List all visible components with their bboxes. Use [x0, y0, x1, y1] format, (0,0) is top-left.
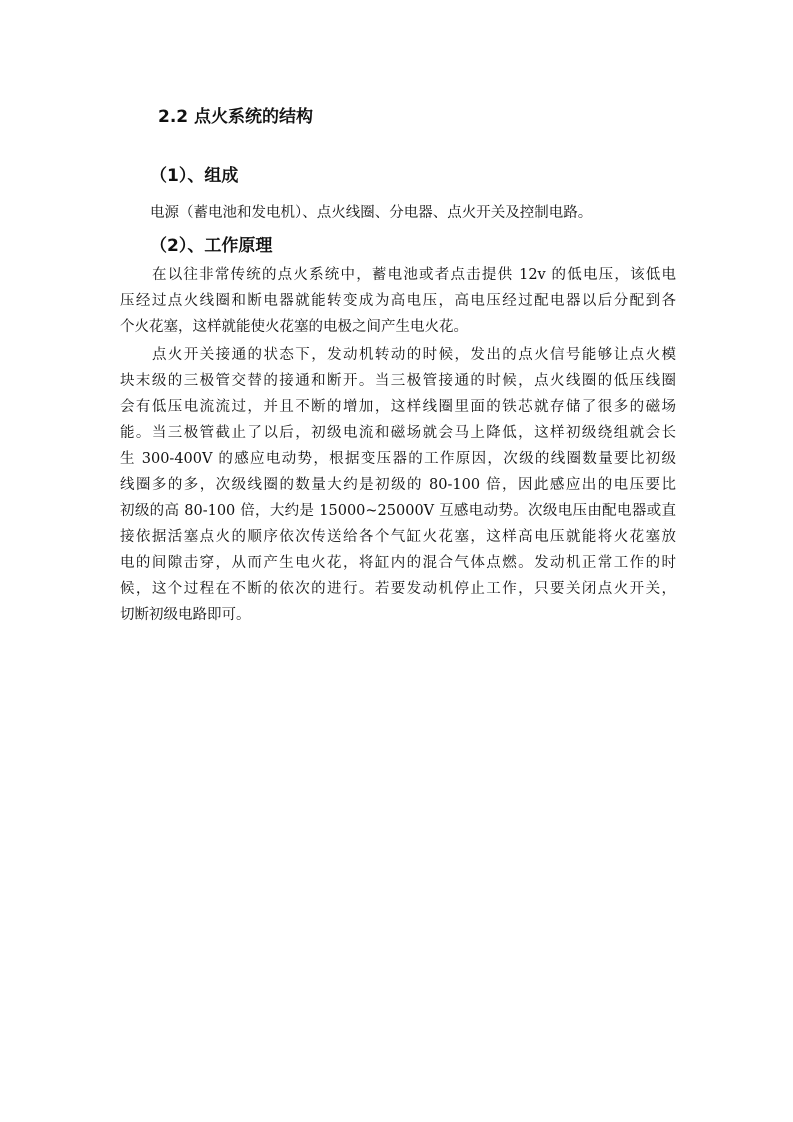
text-line: 个火花塞，这样就能使火花塞的电极之间产生电火花。	[120, 319, 468, 335]
text-line: 生 300-400V 的感应电动势，根据变压器的工作原因，次级的线圈数量要比初级	[120, 451, 676, 467]
text-line: 压经过点火线圈和断电器就能转变成为高电压，高电压经过配电器以后分配到各	[120, 293, 676, 309]
composition-text: 电源（蓄电池和发电机）、点火线圈、分电器、点火开关及控制电路。	[150, 205, 593, 221]
text-line: 接依据活塞点火的顺序依次传送给各个气缸火花塞，这样高电压就能将火花塞放	[120, 529, 676, 545]
text-line: 候，这个过程在不断的依次的进行。若要发动机停止工作，只要关闭点火开关，	[120, 581, 676, 597]
text-line: 会有低压电流流过，并且不断的增加，这样线圈里面的铁芯就存储了很多的磁场	[120, 399, 676, 415]
text-line: 块末级的三极管交替的接通和断开。当三极管接通的时候，点火线圈的低压线圈	[120, 373, 676, 389]
text-line: 线圈多的多，次级线圈的数量大约是初级的 80-100 倍，因此感应出的电压要比	[120, 477, 676, 493]
text-line: 初级的高 80-100 倍，大约是 15000~25000V 互感电动势。次级电压由配电器或直	[120, 503, 676, 519]
text-line: 能。当三极管截止了以后，初级电流和磁场就会马上降低，这样初级绕组就会长	[120, 425, 676, 441]
section-title: 2.2 点火系统的结构	[158, 107, 314, 127]
text-line: 切断初级电路即可。	[120, 607, 251, 623]
text-line: 在以往非常传统的点火系统中，蓄电池或者点击提供 12v 的低电压，该低电	[152, 267, 676, 283]
text-line: 点火开关接通的状态下，发动机转动的时候，发出的点火信号能够让点火模	[152, 347, 676, 363]
text-line: 电的间隙击穿，从而产生电火花，将缸内的混合气体点燃。发动机正常工作的时	[120, 555, 676, 571]
composition-heading: （1）、组成	[150, 166, 239, 186]
principle-heading: （2）、工作原理	[150, 236, 273, 256]
